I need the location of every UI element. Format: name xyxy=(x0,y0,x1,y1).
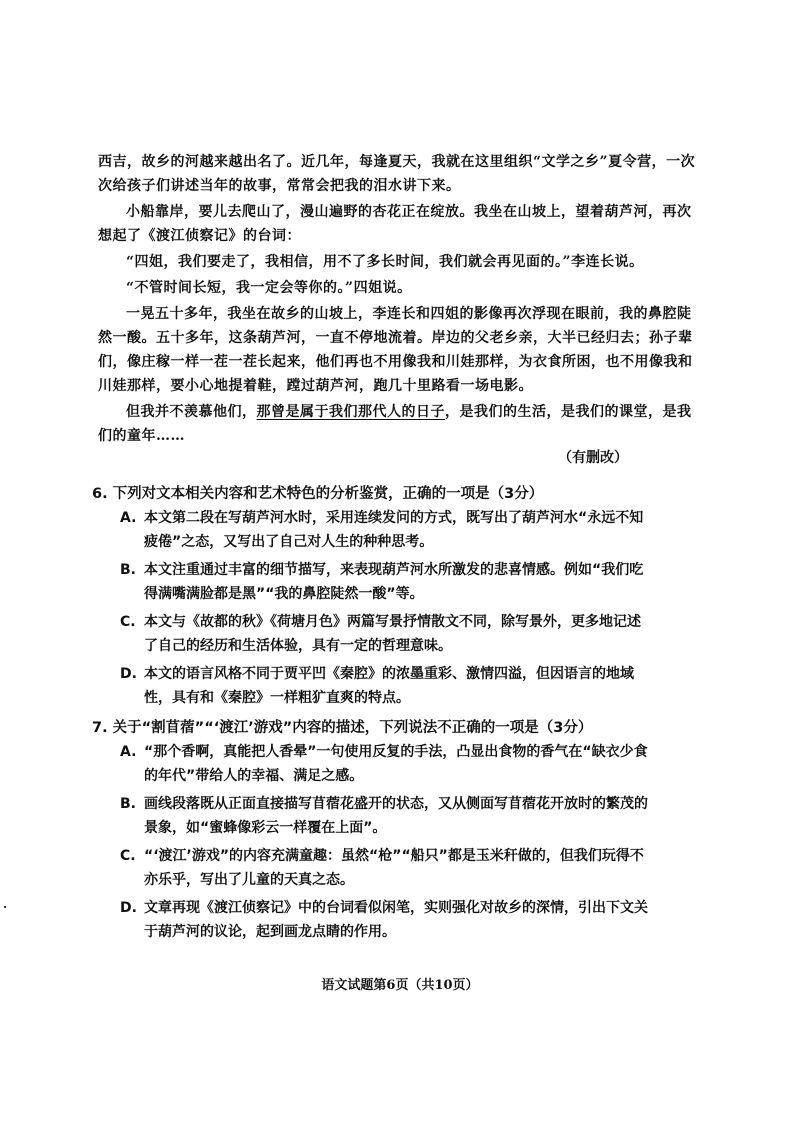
passage-paragraph: 一晃五十多年，我坐在故乡的山坡上，李连长和四姐的影像再次浮现在眼前，我的鼻腔陡然一酸。五十多年，这条葫芦河，一直不停地流着。岸边的父老乡亲，大半已经归去；孙子辈们，像庄稼一样一茬一茬长起来，他们再也不用像我和川娃那样，为衣食所困，也不用像我和川娃那样，要小心地提着鞋，蹚过葫芦河，跑几十里路看一场电影。 xyxy=(98,306,693,394)
option-text: “那个香啊，真能把人香晕”一句使用反复的手法，凸显出食物的香气在“缺衣少食的年代”带给人的幸福、满足之感。 xyxy=(144,744,648,784)
option-c xyxy=(92,844,652,892)
option-text: 本文注重通过丰富的细节描写，来表现葫芦河水所激发的悲喜情感。例如“我们吃得满嘴满脸都是黑”“我的鼻腔陡然一酸”等。 xyxy=(144,562,644,602)
option-label: D. xyxy=(120,900,137,916)
option-a xyxy=(92,740,652,788)
passage-text: 但我并不羡慕他们， xyxy=(126,404,257,420)
underlined-phrase: 那曾是属于我们那代人的日子 xyxy=(256,404,445,420)
scan-speck xyxy=(4,906,6,908)
option-text: 画线段落既从正面直接描写苜蓿花盛开的状态，又从侧面写苜蓿花开放时的繁茂的景象，如“蜜蜂像彩云一样覆在上面”。 xyxy=(144,796,648,836)
option-c xyxy=(92,610,652,658)
option-label: A. xyxy=(120,744,137,760)
reading-passage xyxy=(98,150,698,450)
option-label: C. xyxy=(120,614,136,630)
option-label: B. xyxy=(120,796,136,812)
page-footer: 语文试题第6页（共10页） xyxy=(321,978,479,993)
option-label: D. xyxy=(120,666,137,682)
question-stem: 7. 关于“割苜蓿”“‘渡江’游戏”内容的描述，下列说法不正确的一项是（3分） xyxy=(92,720,593,736)
option-text: 本文的语言风格不同于贾平凹《秦腔》的浓墨重彩、激情四溢，但因语言的地域性，具有和《秦腔》一样粗犷直爽的特点。 xyxy=(144,666,634,706)
option-d xyxy=(92,896,652,944)
question-list xyxy=(92,482,652,950)
passage-paragraph: “不管时间长短，我一定会等你的。”四姐说。 xyxy=(126,280,412,296)
question-stem: 6. 下列对文本相关内容和艺术特色的分析鉴赏，正确的一项是（3分） xyxy=(92,486,544,502)
option-label: C. xyxy=(120,848,136,864)
option-text: 文章再现《渡江侦察记》中的台词看似闲笔，实则强化对故乡的深情，引出下文关于葫芦河的议论，起到画龙点睛的作用。 xyxy=(144,900,648,940)
question-7 xyxy=(92,716,652,944)
passage-last-paragraph xyxy=(98,400,698,448)
option-text: 本文与《故都的秋》《荷塘月色》两篇写景抒情散文不同，除写景外，更多地记述了自己的经历和生活体验，具有一定的哲理意味。 xyxy=(144,614,641,654)
option-text: 本文第二段在写葫芦河水时，采用连续发问的方式，既写出了葫芦河水“永远不知疲倦”之态，又写出了自己对人生的种种思考。 xyxy=(144,510,644,550)
source-note: （有删改） xyxy=(558,450,628,466)
passage-text: ，是我们的生活，是我们的课堂，是我们的童年…… xyxy=(98,404,692,444)
option-a xyxy=(92,506,652,554)
option-b xyxy=(92,558,652,606)
option-d xyxy=(92,662,652,710)
option-label: A. xyxy=(120,510,137,526)
option-label: B. xyxy=(120,562,136,578)
passage-paragraph: 西吉，故乡的河越来越出名了。近几年，每逢夏天，我就在这里组织“文学之乡”夏令营，一次次给孩子们讲述当年的故事，常常会把我的泪水讲下来。 xyxy=(98,154,696,194)
passage-paragraph: “四姐，我们要走了，我相信，用不了多长时间，我们就会再见面的。”李连长说。 xyxy=(126,254,644,270)
option-b xyxy=(92,792,652,840)
option-text: “‘渡江’游戏”的内容充满童趣：虽然“枪”“船只”都是玉米秆做的，但我们玩得不亦乐乎，写出了儿童的天真之态。 xyxy=(144,848,644,888)
passage-paragraph: 小船靠岸，要儿去爬山了，漫山遍野的杏花正在绽放。我坐在山坡上，望着葫芦河，再次想起了《渡江侦察记》的台词： xyxy=(98,204,692,244)
question-6 xyxy=(92,482,652,710)
